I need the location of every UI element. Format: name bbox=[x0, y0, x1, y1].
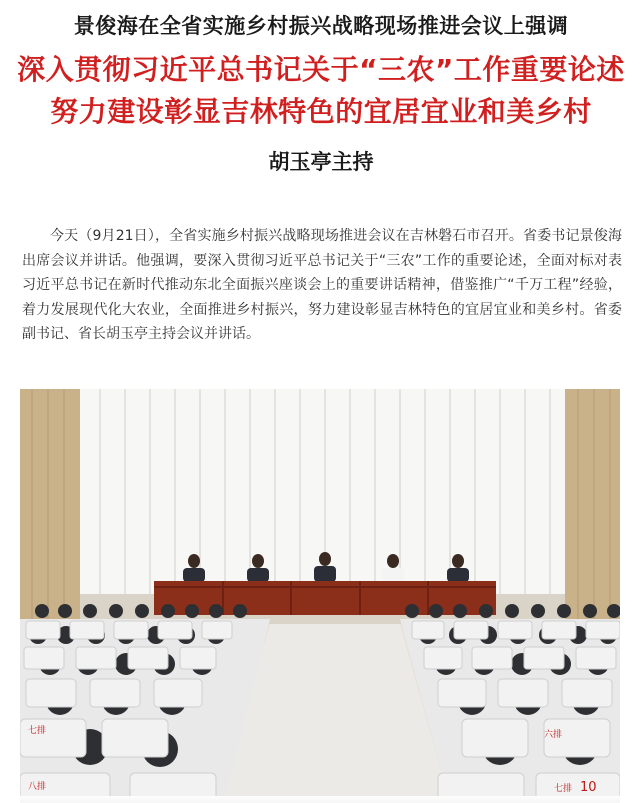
headline-line-2: 努力建设彰显吉林特色的宜居宜业和美乡村 bbox=[50, 95, 592, 128]
caption-strip bbox=[20, 796, 620, 803]
row-mark-left-2: 八排 bbox=[28, 782, 47, 792]
lead-paragraph: 今天（9月21日），全省实施乡村振兴战略现场推进会议在吉林磐石市召开。省委书记景俊海出席会议并讲话。他强调，要深入贯彻习近平总书记关于“三农”工作的重要论述，全面对标对表习近平总书记在新时代推动东北全面振兴座谈会上的重要讲话精神，借鉴推广“千万工程”经验，着力发展现代化大农业，全面推进乡村振兴，努力建设彰显吉林特色的宜居宜业和美乡村。省委副书记、省长胡玉亭主持会议并讲话。 bbox=[22, 228, 622, 342]
subhead: 胡玉亭主持 bbox=[268, 149, 374, 174]
meeting-photo bbox=[20, 389, 620, 803]
row-mark-left: 七排 bbox=[28, 726, 47, 736]
seat-number: 10 bbox=[580, 780, 597, 795]
row-mark-right: 六排 bbox=[544, 730, 563, 740]
headline-line-1: 深入贯彻习近平总书记关于“三农”工作重要论述 bbox=[17, 53, 625, 86]
row-mark-right-2: 七排 bbox=[554, 784, 573, 794]
kicker-title: 景俊海在全省实施乡村振兴战略现场推进会议上强调 bbox=[73, 13, 569, 38]
